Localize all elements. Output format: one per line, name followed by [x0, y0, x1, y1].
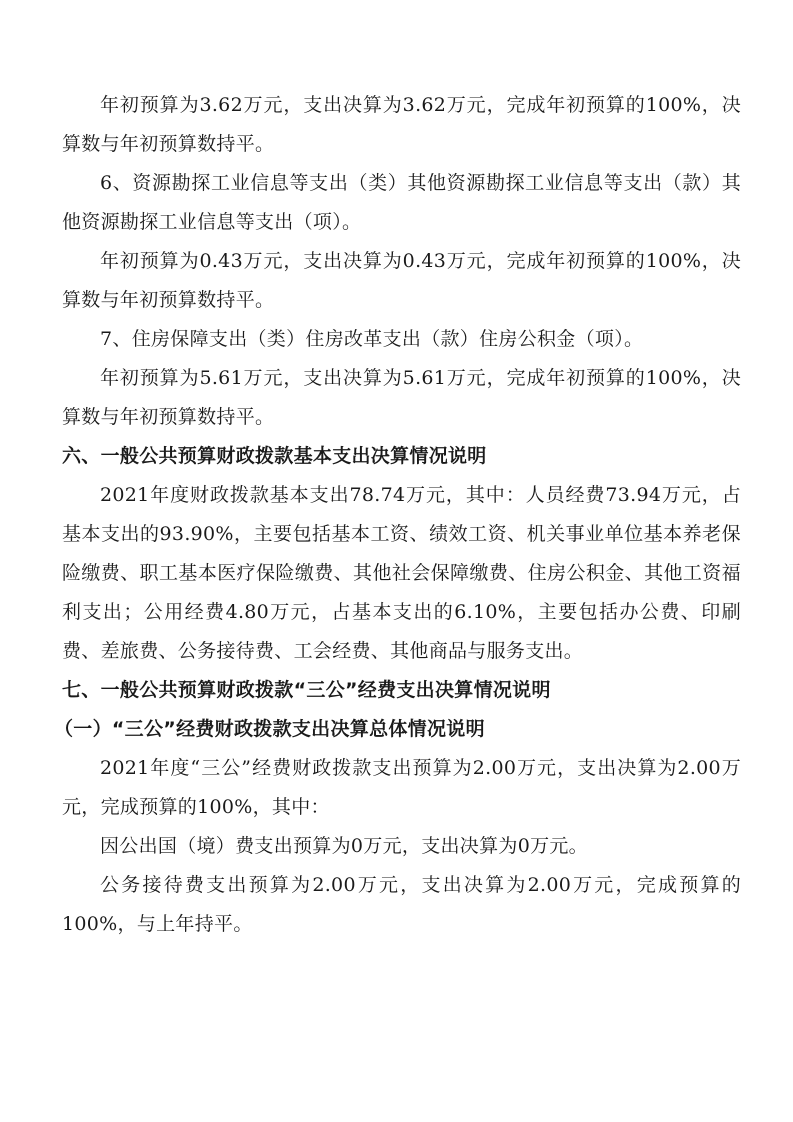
section-7-subheading: （一）“三公”经费财政拨款支出决算总体情况说明 — [54, 718, 485, 740]
paragraph-budget-0-43: 年初预算为0.43万元，支出决算为0.43万元，完成年初预算的100%，决算数与年初预算数持平。 — [62, 250, 741, 311]
section-6-body: 2021年度财政拨款基本支出78.74万元，其中：人员经费73.94万元，占基本支出的93.90%，主要包括基本工资、绩效工资、机关事业单位基本养老保险缴费、职工基本医疗保险缴费、其他社会保障缴费、住房公积金、其他工资福利支出；公用经费4.80万元，占基本支出的6.10%，主要包括办公费、印刷费、差旅费、公务接待费、工会经费、其他商品与服务支出。 — [62, 484, 741, 662]
section-6-heading: 六、一般公共预算财政拨款基本支出决算情况说明 — [62, 445, 487, 467]
paragraph-budget-3-62: 年初预算为3.62万元，支出决算为3.62万元，完成年初预算的100%，决算数与年初预算数持平。 — [62, 94, 741, 155]
paragraph-item-7: 7、住房保障支出（类）住房改革支出（款）住房公积金（项）。 — [100, 328, 644, 350]
paragraph-budget-5-61: 年初预算为5.61万元，支出决算为5.61万元，完成年初预算的100%，决算数与年初预算数持平。 — [62, 367, 741, 428]
section-7-heading: 七、一般公共预算财政拨款“三公”经费支出决算情况说明 — [62, 679, 551, 701]
section-7-body-abroad: 因公出国（境）费支出预算为0万元，支出决算为0万元。 — [100, 835, 588, 857]
section-7-body-total: 2021年度“三公”经费财政拨款支出预算为2.00万元，支出决算为2.00万元，完成预算的100%，其中： — [62, 757, 741, 818]
section-7-body-reception: 公务接待费支出预算为2.00万元，支出决算为2.00万元，完成预算的100%，与上年持平。 — [62, 874, 741, 935]
paragraph-item-6: 6、资源勘探工业信息等支出（类）其他资源勘探工业信息等支出（款）其他资源勘探工业信息等支出（项）。 — [62, 172, 741, 233]
